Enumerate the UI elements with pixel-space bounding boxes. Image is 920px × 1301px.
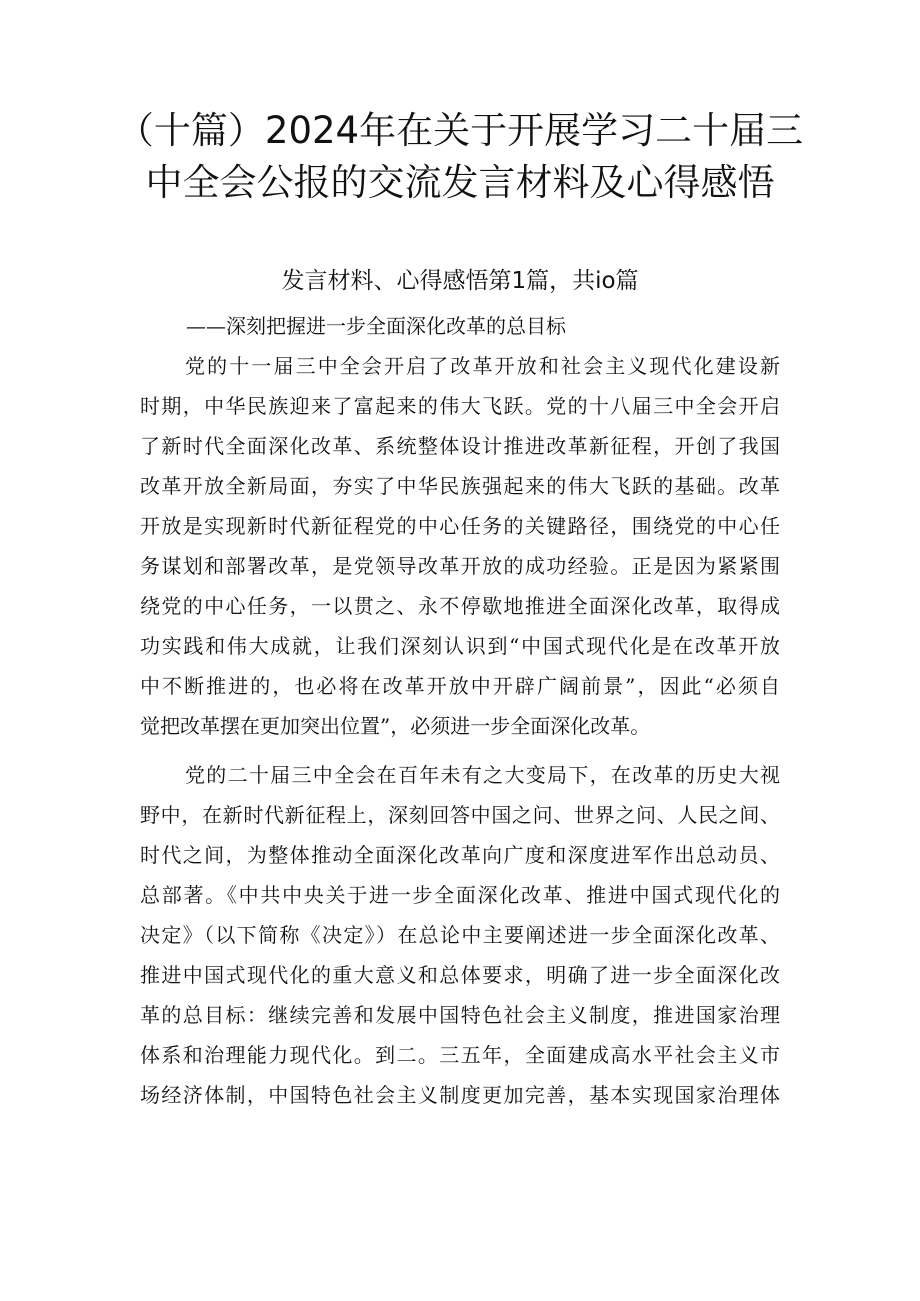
paragraph-line: 体系和治理能力现代化。到二。三五年，全面建成高水平社会主义市 (140, 1043, 780, 1067)
paragraph-line: 改革开放全新局面，夯实了中华民族强起来的伟大飞跃的基础。改革 (140, 474, 780, 498)
paragraph-line: 决定》（以下简称《决定》）在总论中主要阐述进一步全面深化改革、 (140, 923, 780, 947)
paragraph-2 (140, 755, 780, 1115)
paragraph-line: 中不断推进的，也必将在改革开放中开辟广阔前景”，因此“必须自 (140, 674, 780, 698)
paragraph-line: 务谋划和部署改革，是党领导改革开放的成功经验。正是因为紧紧围 (140, 554, 780, 578)
paragraph-line: 党的二十届三中全会在百年未有之大变局下，在改革的历史大视 (185, 763, 780, 787)
paragraph-line: 推进中国式现代化的重大意义和总体要求，明确了进一步全面深化改 (140, 963, 780, 987)
paragraph-line: 时代之间，为整体推动全面深化改革向广度和深度进军作出总动员、 (140, 843, 780, 867)
paragraph-line: 绕党的中心任务，一以贯之、永不停歇地推进全面深化改革，取得成 (140, 594, 780, 618)
paragraph-1 (140, 346, 780, 746)
paragraph-line: 功实践和伟大成就，让我们深刻认识到“中国式现代化是在改革开放 (140, 634, 780, 658)
paragraph-line: 觉把改革摆在更加突出位置”，必须进一步全面深化改革。 (140, 714, 651, 738)
paragraph-line: 开放是实现新时代新征程党的中心任务的关键路径，围绕党的中心任 (140, 514, 780, 538)
section-subtitle: ——深刻把握进一步全面深化改革的总目标 (186, 314, 566, 338)
paragraph-line: 总部著。《中共中央关于进一步全面深化改革、推进中国式现代化的 (140, 883, 780, 907)
document-title-line-1: （十篇）2024年在关于开展学习二十届三 (116, 109, 804, 152)
paragraph-line: 党的十一届三中全会开启了改革开放和社会主义现代化建设新 (185, 354, 780, 378)
paragraph-line: 野中，在新时代新征程上，深刻回答中国之问、世界之问、人民之间、 (140, 803, 780, 827)
paragraph-line: 革的总目标：继续完善和发展中国特色社会主义制度，推进国家治理 (140, 1003, 780, 1027)
paragraph-line: 场经济体制，中国特色社会主义制度更加完善，基本实现国家治理体 (140, 1083, 780, 1107)
document-title-line-2: 中全会公报的交流发言材料及心得感悟 (145, 161, 775, 204)
section-heading: 发言材料、心得感悟第1篇，共io篇 (281, 268, 639, 294)
paragraph-line: 时期，中华民族迎来了富起来的伟大飞跃。党的十八届三中全会开启 (140, 394, 780, 418)
paragraph-line: 了新时代全面深化改革、系统整体设计推进改革新征程，开创了我国 (140, 434, 780, 458)
